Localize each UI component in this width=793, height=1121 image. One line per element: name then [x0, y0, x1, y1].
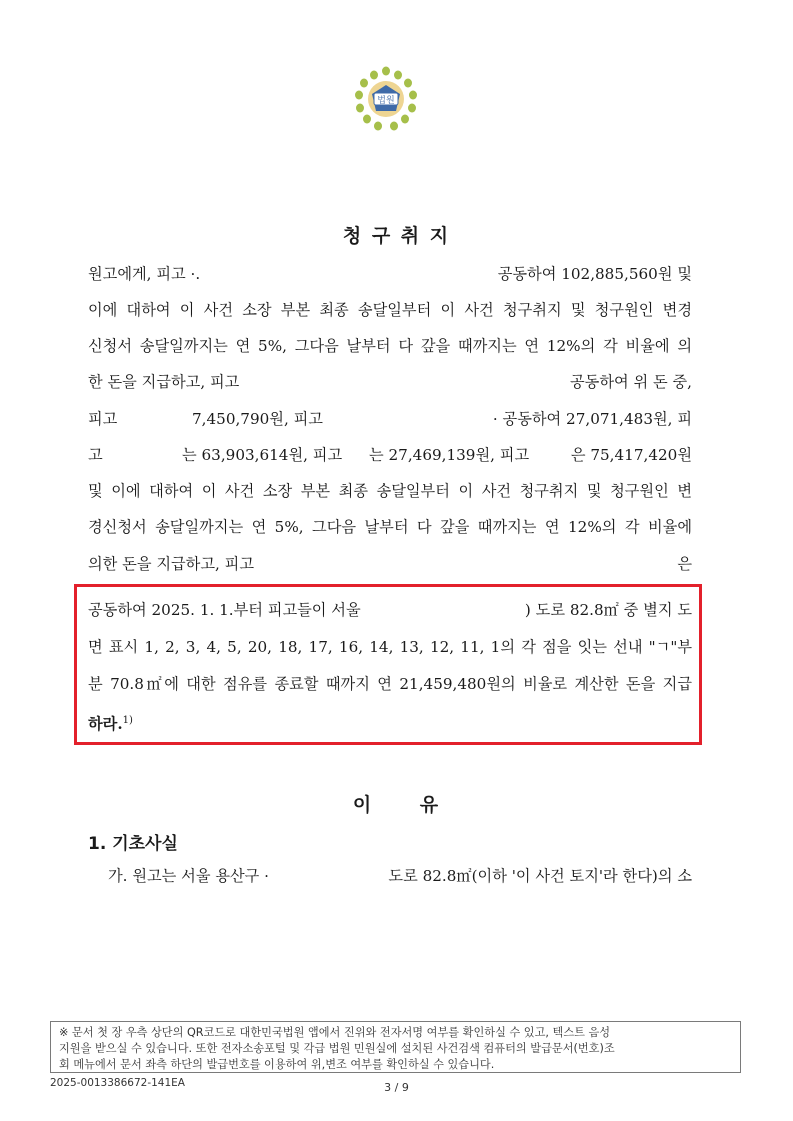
claim-line-4	[88, 372, 692, 392]
claim-line-8: 경신청서 송달일까지는 연 5%, 그다음 날부터 다 갚을 때까지는 연 12%의 각 비율에	[88, 518, 692, 536]
claim-line-9	[88, 554, 692, 574]
claim-text: 피고	[88, 410, 118, 428]
section-title-claim: 청 구 취 지	[342, 225, 451, 247]
footnote-marker[interactable]: 1)	[122, 715, 133, 726]
notice-line: 회 메뉴에서 문서 좌측 하단의 발급번호를 이용하여 위,변조 여부를 확인하실 수 있습니다.	[59, 1058, 495, 1071]
claim-line-2: 이에 대하여 이 사건 소장 부본 최종 송달일부터 이 사건 청구취지 및 청구원인 변경	[88, 301, 692, 319]
claim-text: 공동하여 102,885,560원 및	[497, 265, 692, 283]
notice-line: 지원을 받으실 수 있습니다. 또한 전자소송포털 및 각급 법원 민원실에 설치된 사건검색 컴퓨터의 발급문서(번호)조	[59, 1042, 615, 1055]
claim-text: 의한 돈을 지급하고, 피고	[88, 555, 255, 573]
claim-text: 공동하여 2025. 1. 1.부터 피고들이 서울	[88, 601, 361, 619]
claim-text: 한 돈을 지급하고, 피고	[88, 373, 240, 391]
claim-line-13	[88, 711, 692, 734]
claim-line-10	[88, 600, 692, 620]
section-title-reasons: 이 유	[352, 794, 441, 816]
claim-text: 는 27,469,139원, 피고	[369, 446, 530, 464]
claim-text: 공동하여 위 돈 중,	[569, 373, 692, 391]
claim-text: 은 75,417,420원	[570, 446, 692, 464]
claim-text: 하라.	[88, 715, 123, 734]
reasons-line-1	[108, 866, 692, 886]
heading-basic-facts: 1. 기초사실	[88, 834, 178, 854]
claim-text: 는 63,903,614원, 피고	[182, 446, 343, 464]
claim-text: 은	[677, 555, 692, 573]
claim-text: 원고에게, 피고 ·.	[88, 265, 201, 283]
claim-line-3: 신청서 송달일까지는 연 5%, 그다음 날부터 다 갚을 때까지는 연 12%의 각 비율에 의	[88, 337, 692, 355]
claim-text: · 공동하여 27,071,483원, 피	[492, 410, 692, 428]
emblem-text: 법원	[377, 96, 395, 106]
issuance-number: 2025-0013386672-141EA	[50, 1077, 185, 1089]
claim-text: 7,450,790원, 피고	[192, 410, 323, 428]
reasons-text: 가. 원고는 서울 용산구 ·	[108, 867, 270, 885]
claim-line-5	[88, 409, 692, 429]
claim-line-7: 및 이에 대하여 이 사건 소장 부본 최종 송달일부터 이 사건 청구취지 및 청구원인 변	[88, 482, 692, 500]
claim-line-6	[88, 445, 692, 465]
claim-text: 고	[88, 446, 103, 464]
claim-line-12: 분 70.8㎡에 대한 점유를 종료할 때까지 연 21,459,480원의 비율로 계산한 돈을 지급	[88, 675, 692, 693]
page-number: 3 / 9	[384, 1081, 409, 1094]
court-emblem-icon	[350, 66, 422, 132]
claim-line-1	[88, 264, 692, 284]
reasons-text: 도로 82.8㎡(이하 '이 사건 토지'라 한다)의 소	[388, 867, 692, 885]
verification-notice	[50, 1021, 741, 1073]
claim-text: ) 도로 82.8㎡ 중 별지 도	[524, 601, 692, 619]
notice-line: ※ 문서 첫 장 우측 상단의 QR코드로 대한민국법원 앱에서 진위와 전자서명 여부를 확인하실 수 있고, 텍스트 음성	[59, 1026, 611, 1039]
claim-line-11: 면 표시 1, 2, 3, 4, 5, 20, 18, 17, 16, 14, 13, 12, 11, 1의 각 점을 잇는 선내 "ㄱ"부	[88, 638, 692, 656]
